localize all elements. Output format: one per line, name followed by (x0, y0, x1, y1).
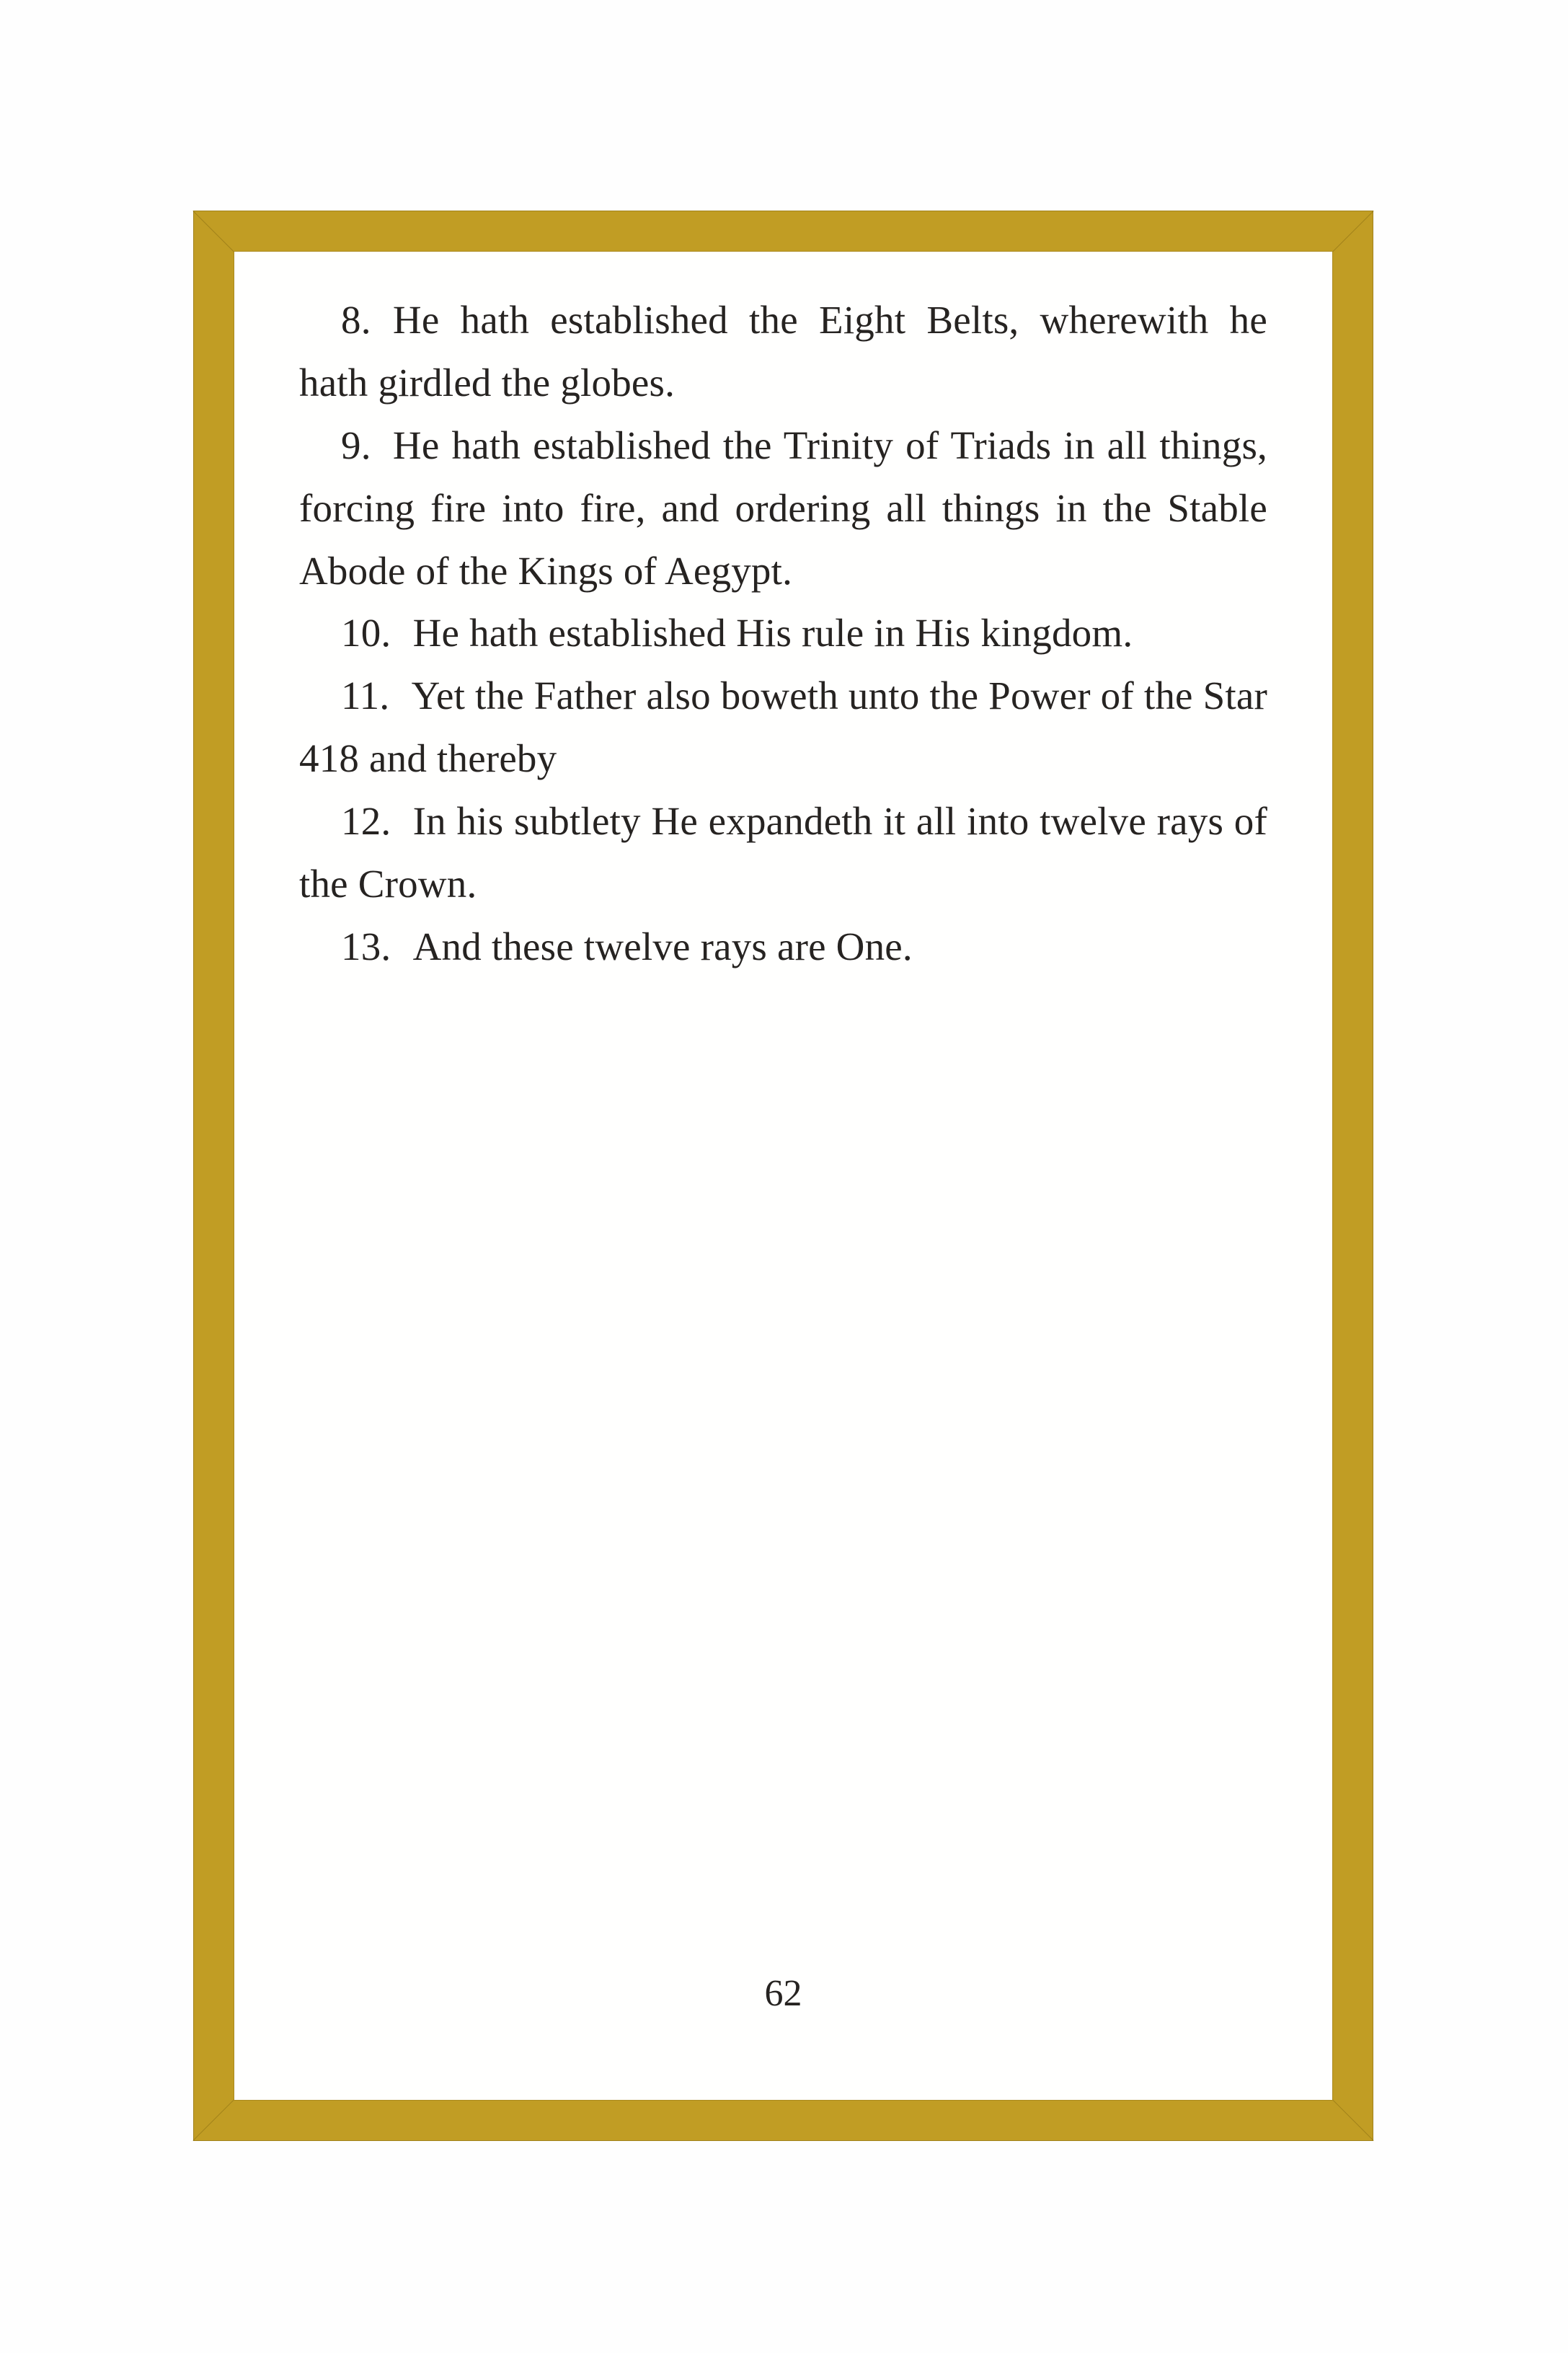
corner-miter-bottom-right (1332, 2099, 1374, 2141)
page-content-area (234, 252, 1332, 2100)
decorative-gold-border (193, 211, 1373, 2141)
verse-block (234, 252, 1332, 979)
verse-number: 9. (341, 423, 371, 467)
verse-number: 11. (341, 674, 390, 718)
verse-text: He hath established the Trinity of Triads in all things, forcing fire into fire, and ordering all things in the Stable Abode of the Kings of Aegypt. (299, 423, 1267, 593)
verse-10 (299, 602, 1267, 665)
verse-text: He hath established the Eight Belts, wherewith he hath girdled the globes. (299, 298, 1267, 405)
verse-text: He hath established His rule in His kingdom. (412, 611, 1133, 655)
verse-number: 8. (341, 298, 371, 342)
corner-miter-top-left (192, 211, 234, 252)
verse-9 (299, 415, 1267, 603)
verse-text: Yet the Father also boweth unto the Power of the Star 418 and thereby (299, 674, 1267, 781)
verse-11 (299, 665, 1267, 790)
verse-number: 10. (341, 611, 391, 655)
corner-miter-top-right (1332, 211, 1374, 252)
verse-text: And these twelve rays are One. (412, 924, 913, 968)
corner-miter-bottom-left (192, 2099, 234, 2141)
verse-8 (299, 289, 1267, 415)
verse-number: 12. (341, 799, 391, 844)
page-number: 62 (764, 1973, 802, 2014)
verse-text: In his subtlety He expandeth it all into twelve rays of the Crown. (299, 799, 1267, 906)
verse-12 (299, 790, 1267, 916)
verse-number: 13. (341, 924, 391, 968)
verse-13 (299, 916, 1267, 979)
